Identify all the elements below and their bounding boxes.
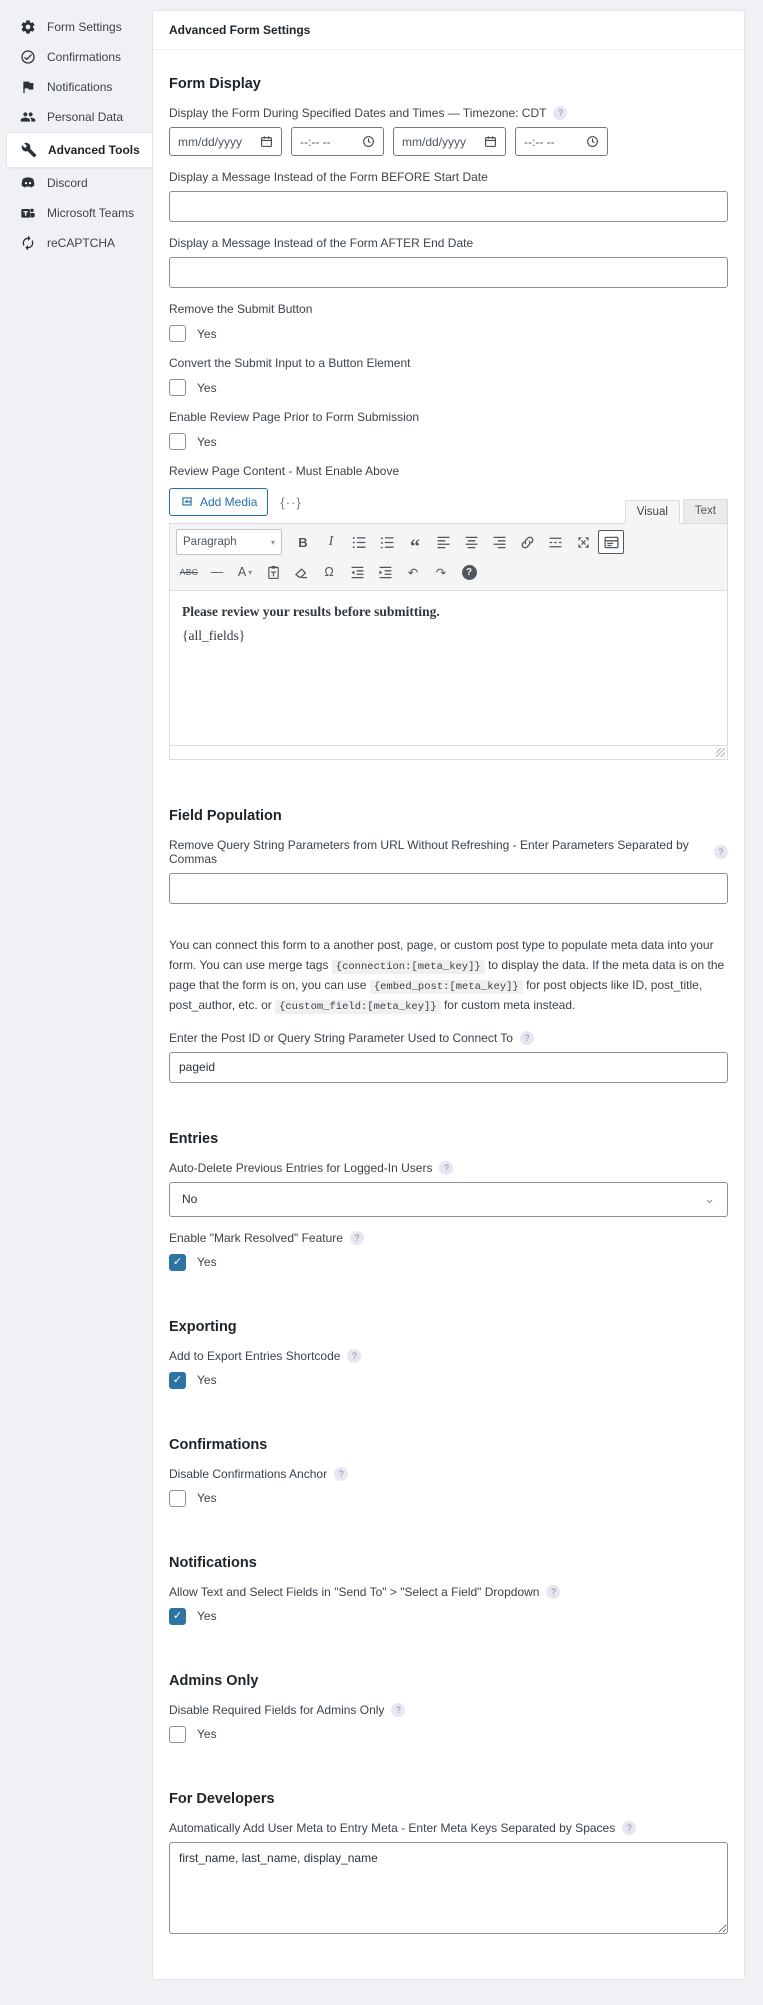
toolbar-row-1 [176, 529, 721, 558]
checkbox-label: Yes [197, 1727, 217, 1742]
flag-icon [20, 79, 36, 95]
panel-title: Advanced Form Settings [169, 23, 311, 37]
enable-review-label: Enable Review Page Prior to Form Submission [169, 410, 420, 424]
help-icon: ? [462, 565, 477, 580]
start-time-input[interactable] [291, 127, 384, 156]
remove-query-input[interactable] [169, 873, 728, 904]
panel-body [153, 50, 744, 1979]
post-id-label-row [169, 1031, 728, 1045]
chevron-down-icon: ▾ [270, 537, 275, 547]
checkbox-label: Yes [197, 326, 217, 341]
convert-submit-checkbox-row [169, 379, 728, 396]
calendar-icon [484, 135, 497, 148]
enable-review-checkbox[interactable] [169, 433, 186, 450]
editor-resize-handle[interactable] [716, 748, 725, 757]
editor-content-heading: Please review your results before submitting. [182, 604, 440, 619]
paste-as-text-button[interactable] [260, 560, 286, 584]
checkbox-label: Yes [197, 1491, 217, 1506]
date-placeholder: mm/dd/yyyy [402, 134, 467, 149]
convert-submit-checkbox[interactable] [169, 379, 186, 396]
help-icon[interactable]: ? [622, 1821, 636, 1835]
disable-required-checkbox-row [169, 1726, 728, 1743]
add-media-button[interactable] [169, 488, 268, 516]
editor-mode-tabs [625, 499, 728, 523]
checkbox-label: Yes [197, 380, 217, 395]
checkbox-label: Yes [197, 434, 217, 449]
sidebar-item-microsoft-teams[interactable] [0, 198, 152, 228]
media-icon [180, 495, 194, 509]
align-center-button[interactable] [458, 530, 484, 554]
sidebar-item-label: Personal Data [47, 110, 124, 124]
chevron-down-icon: ⌄ [704, 1191, 715, 1207]
align-right-icon [491, 534, 508, 551]
toolbar-row-2 [176, 560, 721, 584]
sidebar-item-label: Microsoft Teams [47, 206, 135, 220]
editor-help-button[interactable] [456, 560, 482, 584]
undo-button[interactable]: ↶ [407, 565, 419, 580]
after-message-label: Display a Message Instead of the Form AFTER End Date [169, 236, 474, 250]
disable-required-checkbox[interactable] [169, 1726, 186, 1743]
export-shortcode-label-row [169, 1349, 728, 1363]
clear-formatting-button[interactable] [288, 560, 314, 584]
schedule-label-row [169, 106, 728, 120]
export-shortcode-checkbox[interactable]: ✓ [169, 1372, 186, 1389]
media-buttons [169, 488, 302, 523]
section-heading-confirmations: Confirmations [169, 1436, 268, 1453]
special-character-button[interactable]: Ω [324, 565, 334, 579]
clock-icon [362, 135, 375, 148]
numbered-list-icon [379, 534, 396, 551]
sidebar-item-discord[interactable] [0, 168, 152, 198]
remove-query-label: Remove Query String Parameters from URL Without Refreshing - Enter Parameters Separated by Commas [169, 838, 689, 866]
disable-anchor-label-row [169, 1467, 728, 1481]
checkbox-label: Yes [197, 1609, 217, 1624]
editor-content-merge-tag: {all_fields} [182, 628, 246, 643]
connect-text: You can connect this form to a another post, page, or custom post type to populate meta data into your form. You can use merge tags [169, 938, 714, 972]
sidebar-item-label: reCAPTCHA [47, 236, 116, 250]
send-to-label-row [169, 1585, 728, 1599]
after-message-input[interactable] [169, 257, 728, 288]
end-date-input[interactable] [393, 127, 506, 156]
calendar-icon [260, 135, 273, 148]
auto-delete-value: No [182, 1192, 198, 1207]
end-time-input[interactable] [515, 127, 608, 156]
indent-button[interactable] [372, 560, 398, 584]
outdent-button[interactable] [344, 560, 370, 584]
custom-field-merge-tag-code: {custom_field:[meta_key]} [275, 1000, 441, 1014]
editor-status-bar [170, 745, 727, 759]
help-icon[interactable]: ? [520, 1031, 534, 1045]
time-placeholder: --:-- -- [300, 134, 331, 149]
settings-sidebar [0, 0, 152, 258]
disable-required-label: Disable Required Fields for Admins Only [169, 1702, 385, 1717]
wrench-icon [21, 142, 37, 158]
editor-toolbar [170, 524, 727, 591]
numbered-list-button[interactable] [374, 530, 400, 554]
remove-submit-label: Remove the Submit Button [169, 302, 313, 316]
help-icon[interactable]: ? [546, 1585, 560, 1599]
paragraph-format-value: Paragraph [183, 536, 237, 548]
embed-post-merge-tag-code: {embed_post:[meta_key]} [370, 980, 523, 994]
sidebar-item-label: Advanced Tools [48, 143, 140, 157]
people-icon [20, 109, 36, 125]
text-color-letter: A [237, 565, 247, 579]
help-icon[interactable]: ? [714, 845, 728, 859]
sidebar-item-label: Discord [47, 176, 88, 190]
date-placeholder: mm/dd/yyyy [178, 134, 243, 149]
help-icon[interactable]: ? [347, 1349, 361, 1363]
link-button[interactable] [514, 530, 540, 554]
horizontal-rule-button[interactable]: — [210, 565, 224, 579]
checkbox-label: Yes [197, 1373, 217, 1388]
auto-delete-select[interactable] [169, 1182, 728, 1217]
auto-delete-label-row [169, 1161, 728, 1175]
post-id-label: Enter the Post ID or Query String Parameter Used to Connect To [169, 1030, 513, 1045]
section-heading-admins-only: Admins Only [169, 1672, 259, 1689]
tab-visual[interactable]: Visual [625, 500, 680, 524]
redo-button[interactable]: ↷ [435, 565, 447, 580]
sidebar-item-recaptcha[interactable] [0, 228, 152, 258]
editor-tools [169, 488, 728, 523]
sidebar-item-label: Notifications [47, 80, 113, 94]
toolbar-toggle-button[interactable] [598, 530, 624, 554]
connection-merge-tag-code: {connection:[meta_key]} [332, 960, 485, 974]
section-heading-exporting: Exporting [169, 1318, 237, 1335]
send-to-checkbox[interactable]: ✓ [169, 1608, 186, 1625]
connect-text: for custom meta instead. [443, 998, 576, 1013]
mark-resolved-checkbox[interactable]: ✓ [169, 1254, 186, 1271]
align-left-button[interactable] [430, 530, 456, 554]
tab-text[interactable]: Text [683, 499, 728, 523]
user-meta-textarea[interactable] [169, 1842, 728, 1934]
user-meta-label: Automatically Add User Meta to Entry Meta - Enter Meta Keys Separated by Spaces [169, 1820, 616, 1835]
discord-icon [20, 175, 36, 191]
italic-button[interactable]: I [328, 534, 334, 549]
clock-icon [586, 135, 599, 148]
check-circle-icon [20, 49, 36, 65]
help-icon[interactable]: ? [391, 1703, 405, 1717]
export-shortcode-checkbox-row [169, 1372, 728, 1389]
sidebar-item-notifications[interactable] [0, 72, 152, 102]
remove-query-label-row [169, 838, 728, 866]
mark-resolved-checkbox-row [169, 1254, 728, 1271]
connect-description [169, 936, 728, 1017]
gear-icon [20, 19, 36, 35]
schedule-label: Display the Form During Specified Dates and Times — Timezone: CDT [169, 106, 547, 120]
connect-text: for post objects like ID, post_title, post_author, etc. or [169, 978, 703, 1013]
review-content-label: Review Page Content - Must Enable Above [169, 464, 400, 478]
before-message-label: Display a Message Instead of the Form BEFORE Start Date [169, 170, 488, 184]
settings-panel [152, 10, 745, 1980]
post-id-input[interactable] [169, 1052, 728, 1083]
user-meta-label-row [169, 1821, 728, 1835]
add-media-label: Add Media [200, 495, 258, 509]
align-left-icon [435, 534, 452, 551]
chevron-down-icon: ▾ [248, 567, 253, 577]
help-icon[interactable]: ? [553, 106, 567, 120]
align-center-icon [463, 534, 480, 551]
start-date-input[interactable] [169, 127, 282, 156]
editor-content[interactable] [170, 591, 727, 745]
help-icon[interactable]: ? [334, 1467, 348, 1481]
export-shortcode-label: Add to Export Entries Shortcode [169, 1348, 341, 1363]
merge-tags-button[interactable]: {··} [280, 494, 302, 510]
sidebar-item-label: Form Settings [47, 20, 122, 34]
panel-header [153, 11, 744, 50]
sidebar-item-personal-data[interactable] [0, 102, 152, 132]
before-message-input[interactable] [169, 191, 728, 222]
mark-resolved-label-row [169, 1231, 728, 1245]
disable-required-label-row [169, 1703, 728, 1717]
bullet-list-button[interactable] [346, 530, 372, 554]
remove-submit-checkbox[interactable] [169, 325, 186, 342]
section-heading-entries: Entries [169, 1130, 219, 1147]
send-to-label: Allow Text and Select Fields in "Send To" > "Select a Field" Dropdown [169, 1584, 540, 1599]
blockquote-button[interactable]: “ [410, 536, 420, 558]
convert-submit-label: Convert the Submit Input to a Button Element [169, 356, 411, 370]
clipboard-icon [265, 564, 282, 581]
align-right-button[interactable] [486, 530, 512, 554]
link-icon [519, 534, 536, 551]
sidebar-item-label: Confirmations [47, 50, 122, 64]
read-more-icon [547, 534, 564, 551]
fullscreen-button[interactable] [570, 530, 596, 554]
schedule-inputs [169, 127, 728, 156]
enable-review-checkbox-row [169, 433, 728, 450]
auto-delete-label: Auto-Delete Previous Entries for Logged-In Users [169, 1160, 433, 1175]
fullscreen-icon [575, 534, 592, 551]
recaptcha-icon [20, 235, 36, 251]
time-placeholder: --:-- -- [524, 134, 555, 149]
bold-button[interactable]: B [298, 534, 308, 550]
remove-submit-checkbox-row [169, 325, 728, 342]
help-icon[interactable]: ? [350, 1231, 364, 1245]
read-more-button[interactable] [542, 530, 568, 554]
teams-icon [20, 205, 36, 221]
send-to-checkbox-row [169, 1608, 728, 1625]
indent-icon [377, 564, 394, 581]
paragraph-format-dropdown[interactable] [176, 529, 282, 555]
mark-resolved-label: Enable "Mark Resolved" Feature [169, 1230, 343, 1245]
text-color-button[interactable] [232, 560, 258, 584]
sidebar-item-advanced-tools[interactable] [6, 132, 152, 168]
help-icon[interactable]: ? [439, 1161, 453, 1175]
bullet-list-icon [351, 534, 368, 551]
sidebar-item-form-settings[interactable] [0, 12, 152, 42]
section-heading-form-display: Form Display [169, 76, 261, 92]
strikethrough-button[interactable]: ABC [179, 567, 199, 577]
eraser-icon [293, 564, 310, 581]
outdent-icon [349, 564, 366, 581]
disable-anchor-checkbox[interactable] [169, 1490, 186, 1507]
disable-anchor-checkbox-row [169, 1490, 728, 1507]
connect-text: to display the data. If the meta data is on the page that the form is on, you can use [169, 957, 725, 993]
sidebar-item-confirmations[interactable] [0, 42, 152, 72]
review-content-editor [169, 488, 728, 760]
section-heading-field-population: Field Population [169, 808, 282, 824]
editor-box [169, 523, 728, 760]
section-heading-notifications: Notifications [169, 1554, 257, 1571]
section-heading-for-developers: For Developers [169, 1790, 275, 1807]
disable-anchor-label: Disable Confirmations Anchor [169, 1466, 328, 1481]
checkbox-label: Yes [197, 1255, 217, 1270]
toolbar-toggle-icon [603, 534, 620, 551]
